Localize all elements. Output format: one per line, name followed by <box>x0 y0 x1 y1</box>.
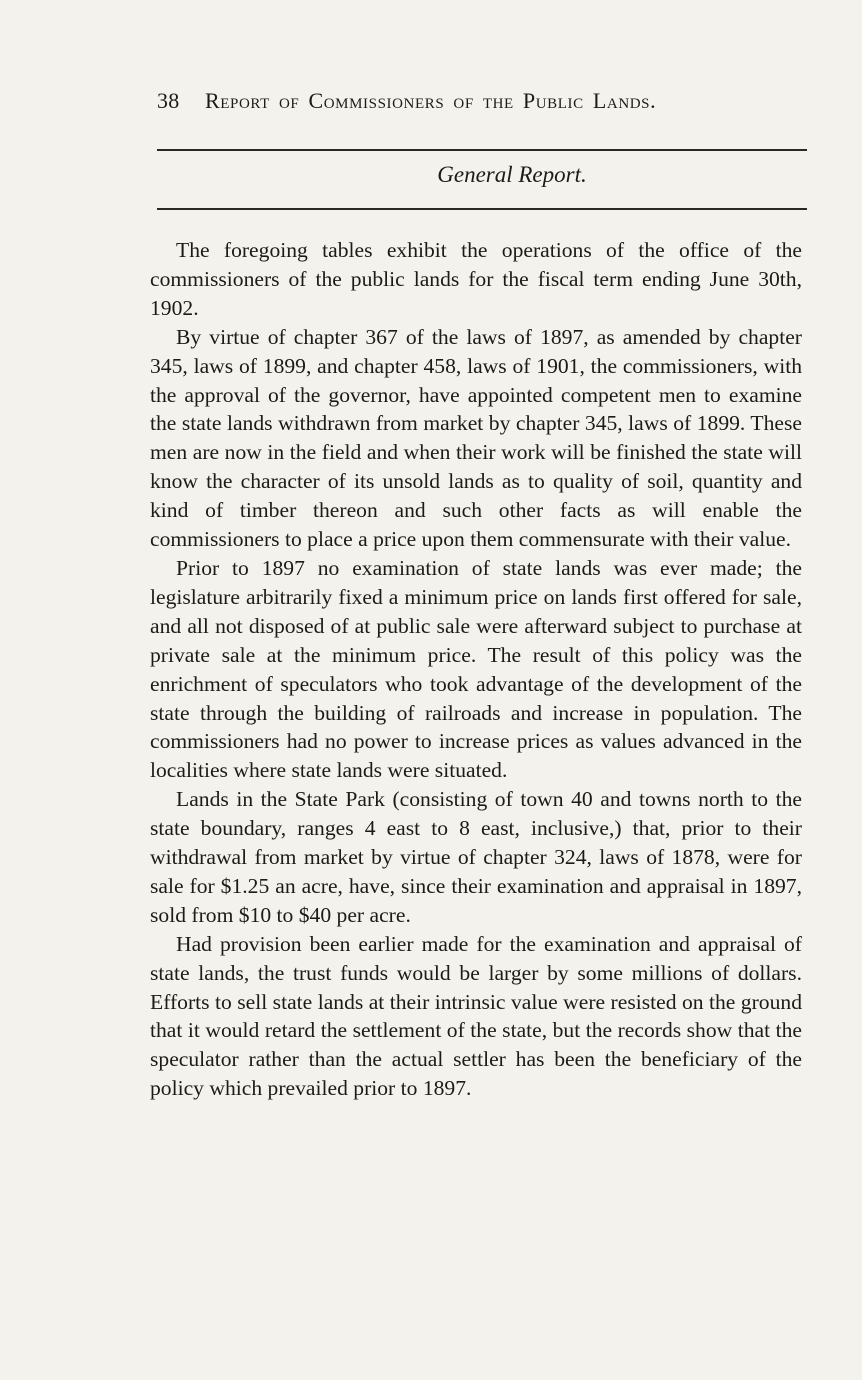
paragraph-3: Prior to 1897 no examination of state lands was ever made; the legislature arbitrarily fixed a minimum price on lands first offered for sale, and all not disposed of at public sale were afterward subject to purchase at private sale at the minimum price. The result of this policy was the enrichment of speculators who took advantage of the development of the state through the building of railroads and increase in population. The commissioners had no power to increase prices as values advanced in the localities where state lands were situated. <box>150 555 802 783</box>
top-rule <box>157 149 807 151</box>
paragraph-4: Lands in the State Park (consisting of town 40 and towns north to the state boundary, ranges 4 east to 8 east, inclusive,) that, prior to their withdrawal from market by virtue of chapter 324, laws of 1878, were for sale for $1.25 an acre, have, since their examination and appraisal in 1897, sold from $10 to $40 per acre. <box>150 787 802 927</box>
page-number: 38 <box>157 88 180 113</box>
body-text <box>150 236 802 1103</box>
paragraph-2: By virtue of chapter 367 of the laws of 1897, as amended by chapter 345, laws of 1899, and chapter 458, laws of 1901, the commissioners, with the approval of the governor, have appointed competent men to examine the state lands withdrawn from market by chapter 345, laws of 1899. These men are now in the field and when their work will be finished the state will know the character of its unsold lands as to quality of soil, quantity and kind of timber thereon and such other facts as will enable the commissioners to place a price upon them commensurate with their value. <box>150 324 802 552</box>
paragraph-5: Had provision been earlier made for the examination and appraisal of state lands, the trust funds would be larger by some millions of dollars. Efforts to sell state lands at their intrinsic value were resisted on the ground that it would retard the settlement of the state, but the records show that the speculator rather than the actual settler has been the beneficiary of the policy which prevailed prior to 1897. <box>150 931 802 1101</box>
running-head: Report of Commissioners of the Public Lands. <box>205 88 657 113</box>
page-header <box>157 84 807 120</box>
bottom-rule <box>157 208 807 210</box>
paragraph-1: The foregoing tables exhibit the operations of the office of the commissioners of the public lands for the fiscal term ending June 30th, 1902. <box>150 238 802 320</box>
section-title: General Report. <box>437 162 587 187</box>
